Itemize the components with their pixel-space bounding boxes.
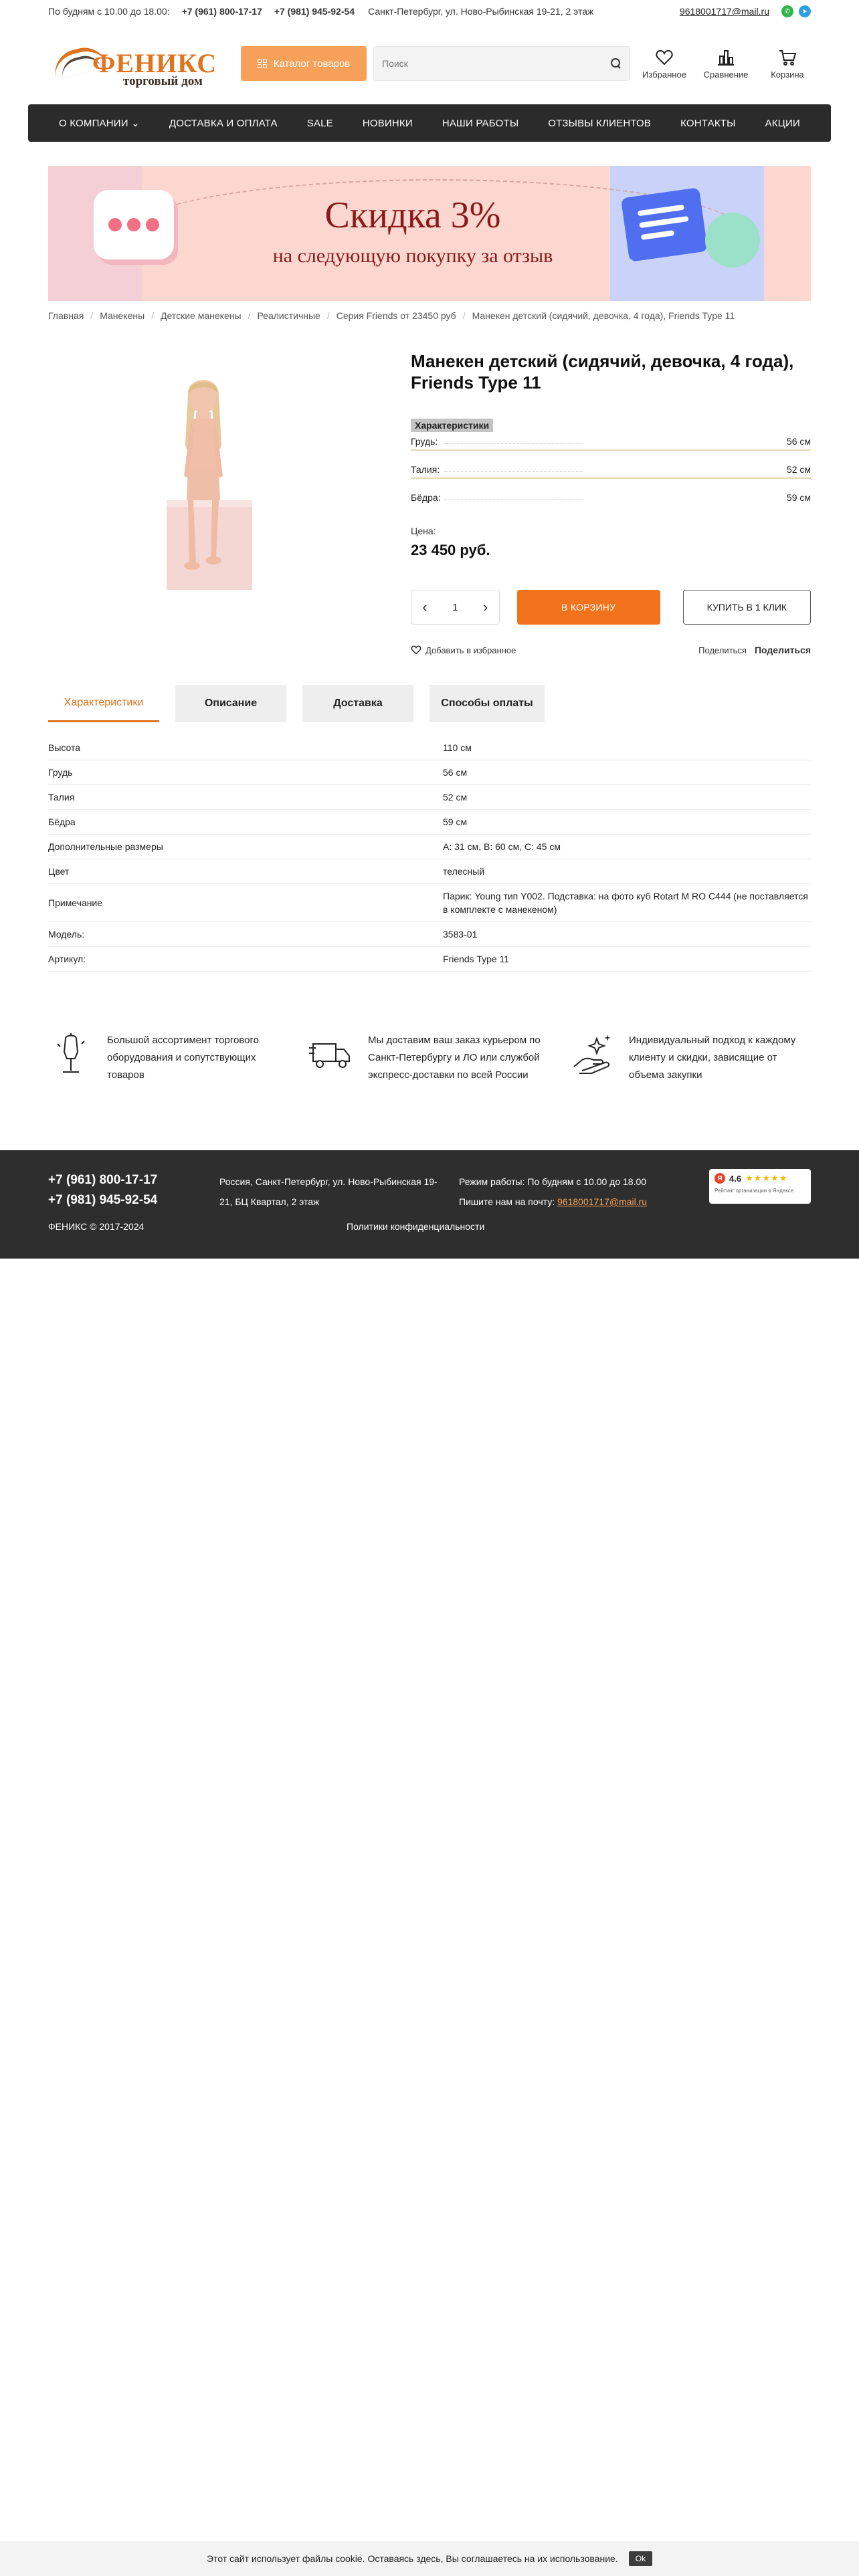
nav-item-promo[interactable]: АКЦИИ [765, 117, 800, 129]
buy-one-click-button[interactable]: КУПИТЬ В 1 КЛИК [683, 590, 811, 625]
logo-word: ФЕНИКС [92, 48, 217, 78]
table-row: Дополнительные размеры А: 31 см, В: 60 см, С: 45 см [48, 835, 811, 859]
work-hours: По будням с 10.00 до 18.00: [48, 6, 170, 17]
cookie-bar [0, 2541, 859, 2576]
nav-item-contacts[interactable]: КОНТАКТЫ [680, 117, 736, 129]
share-label-small: Поделиться [698, 645, 747, 655]
footer-phone-1[interactable]: +7 (961) 800-17-17 [48, 1173, 158, 1187]
nav-item-delivery[interactable]: ДОСТАВКА И ОПЛАТА [169, 117, 278, 129]
cookie-text: Этот сайт использует файлы cookie. Оставаясь здесь, Вы соглашаетесь на их использование. [206, 2553, 618, 2564]
spec-table [48, 736, 811, 972]
telegram-icon[interactable]: ➤ [799, 5, 811, 17]
heart-icon [655, 48, 674, 67]
topbar [0, 0, 859, 23]
nav-item-works[interactable]: НАШИ РАБОТЫ [442, 117, 519, 129]
banner-title: Скидка 3% [324, 195, 501, 236]
char-row [411, 488, 811, 506]
delivery-truck-icon [309, 1032, 355, 1077]
nav-item-about[interactable]: О КОМПАНИИ ⌄ [59, 118, 140, 129]
tab-characteristics[interactable]: Характеристики [48, 685, 159, 722]
main-nav [28, 104, 831, 142]
char-label: Талия: [411, 464, 440, 475]
favorites-label: Избранное [642, 69, 686, 80]
table-row: Бёдра 59 см [48, 810, 811, 835]
cart-label: Корзина [771, 69, 804, 80]
breadcrumb: Главная / Манекены / Детские манекены / Реалистичные / Серия Friends от 23450 руб / Манекен детский (сидячий, девочка, 4 года), Friends Type 11 [48, 310, 735, 321]
footer-phone-2[interactable]: +7 (981) 945-92-54 [48, 1193, 158, 1207]
breadcrumb-kids[interactable]: Детские манекены [161, 310, 242, 321]
nav-item-new[interactable]: НОВИНКИ [362, 117, 413, 129]
table-row: Грудь 56 см [48, 760, 811, 785]
advantage-item [48, 1032, 289, 1084]
quantity-stepper [411, 590, 500, 625]
product-image[interactable] [48, 350, 365, 591]
footer-hours: Режим работы: По будням с 10.00 до 18.00 [459, 1176, 647, 1187]
chevron-left-icon[interactable]: ‹ [422, 599, 427, 615]
table-row: Модель: 3583-01 [48, 922, 811, 947]
cart-icon [778, 48, 797, 67]
char-label: Бёдра: [411, 492, 441, 503]
search-input[interactable] [382, 58, 611, 69]
favorites-link[interactable] [641, 48, 688, 80]
rating-value: 4.6 [729, 1173, 742, 1184]
tab-payment[interactable]: Способы оплаты [430, 685, 545, 722]
yandex-logo-icon: Я [714, 1173, 725, 1184]
nav-item-reviews[interactable]: ОТЗЫВЫ КЛИЕНТОВ [548, 117, 652, 129]
footer [0, 1150, 859, 1259]
share-block[interactable] [698, 645, 811, 655]
char-label: Грудь: [411, 436, 438, 447]
breadcrumb-home[interactable]: Главная [48, 310, 84, 321]
footer-mail-prefix: Пишите нам на почту: [459, 1196, 555, 1207]
char-value: 52 см [786, 464, 811, 475]
table-row: Примечание Парик: Young тип Y002. Подставка: на фото куб Rotart M RO C444 (не поставляется в комплекте с манекеном) [48, 884, 811, 922]
breadcrumb-mannequins[interactable]: Манекены [100, 310, 145, 321]
footer-email-link[interactable]: 9618001717@mail.ru [557, 1196, 648, 1207]
table-row: Талия 52 см [48, 785, 811, 810]
price-label: Цена: [411, 526, 436, 536]
whatsapp-icon[interactable]: ✆ [781, 5, 793, 17]
heart-icon [411, 645, 421, 655]
add-to-cart-button[interactable]: В КОРЗИНУ [517, 590, 660, 625]
mannequin-icon [48, 1032, 94, 1077]
address: Санкт-Петербург, ул. Ново-Рыбинская 19-21, 2 этаж [368, 6, 594, 17]
mannequin-photo [147, 369, 267, 597]
phone-link-2[interactable]: +7 (981) 945-92-54 [274, 6, 355, 17]
advantage-text: Большой ассортимент торгового оборудования и сопутствующих товаров [107, 1035, 259, 1081]
share-label[interactable]: Поделиться [754, 645, 811, 655]
compare-icon [717, 48, 735, 67]
product-info [365, 350, 811, 655]
char-row [411, 432, 811, 449]
logo[interactable] [48, 37, 229, 90]
quantity-value[interactable]: 1 [452, 601, 458, 613]
catalog-label: Каталог товаров [273, 58, 351, 70]
search-box [373, 46, 630, 81]
advantage-text: Индивидуальный подход к каждому клиенту и скидки, зависящие от объема закупки [629, 1035, 796, 1081]
rating-caption: Рейтинг организации в Яндексе [714, 1188, 794, 1194]
hand-sparkle-icon [570, 1032, 615, 1077]
tab-delivery[interactable]: Доставка [302, 685, 413, 722]
phone-link-1[interactable]: +7 (961) 800-17-17 [181, 6, 262, 17]
email-link[interactable]: 9618001717@mail.ru [679, 6, 769, 17]
search-icon[interactable] [611, 58, 622, 69]
footer-address: Россия, Санкт-Петербург, ул. Ново-Рыбинская 19-21, БЦ Квартал, 2 этаж [219, 1176, 438, 1207]
table-row: Высота 110 см [48, 736, 811, 760]
add-to-favorites[interactable] [411, 645, 516, 655]
product-section [48, 350, 811, 655]
rating-stars: ★★★★★ [745, 1173, 788, 1183]
advantages [48, 1032, 811, 1084]
cart-link[interactable] [764, 48, 811, 80]
compare-link[interactable] [702, 48, 749, 80]
price-value: 23 450 руб. [411, 542, 490, 558]
favorites-text: Добавить в избранное [425, 645, 516, 655]
char-value: 59 см [786, 492, 811, 503]
advantage-text: Мы доставим ваш заказ курьером по Санкт-Петербургу и ЛО или службой экспресс-доставки по всей России [368, 1035, 541, 1081]
char-value: 56 см [786, 436, 811, 447]
grid-icon [258, 59, 267, 68]
breadcrumb-series[interactable]: Серия Friends от 23450 руб [336, 310, 456, 321]
char-row [411, 460, 811, 477]
chars-tag: Характеристики [411, 419, 493, 432]
tab-description[interactable]: Описание [175, 685, 286, 722]
privacy-policy-link[interactable]: Политики конфиденциальности [347, 1221, 485, 1232]
cookie-ok-button[interactable]: Ok [629, 2551, 652, 2566]
banner-subtitle: на следующую покупку за отзыв [272, 245, 553, 267]
compare-label: Сравнение [703, 69, 749, 80]
table-row: Цвет телесный [48, 859, 811, 884]
breadcrumb-current: Манекен детский (сидячий, девочка, 4 года), Friends Type 11 [472, 310, 735, 321]
product-tabs [48, 685, 811, 722]
promo-banner[interactable] [48, 166, 811, 301]
product-title: Манекен детский (сидячий, девочка, 4 года), Friends Type 11 [411, 351, 794, 393]
advantage-item [309, 1032, 550, 1084]
breadcrumb-realistic[interactable]: Реалистичные [257, 310, 320, 321]
nav-item-sale[interactable]: SALE [306, 117, 333, 129]
copyright: ФЕНИКС © 2017-2024 [48, 1221, 145, 1232]
table-row: Артикул: Friends Type 11 [48, 947, 811, 972]
chevron-right-icon[interactable]: › [483, 599, 488, 615]
yandex-rating-badge[interactable] [709, 1169, 811, 1204]
logo-subtitle: торговый дом [123, 74, 203, 88]
header [0, 23, 859, 104]
catalog-button[interactable] [241, 46, 367, 81]
advantage-item [570, 1032, 811, 1084]
